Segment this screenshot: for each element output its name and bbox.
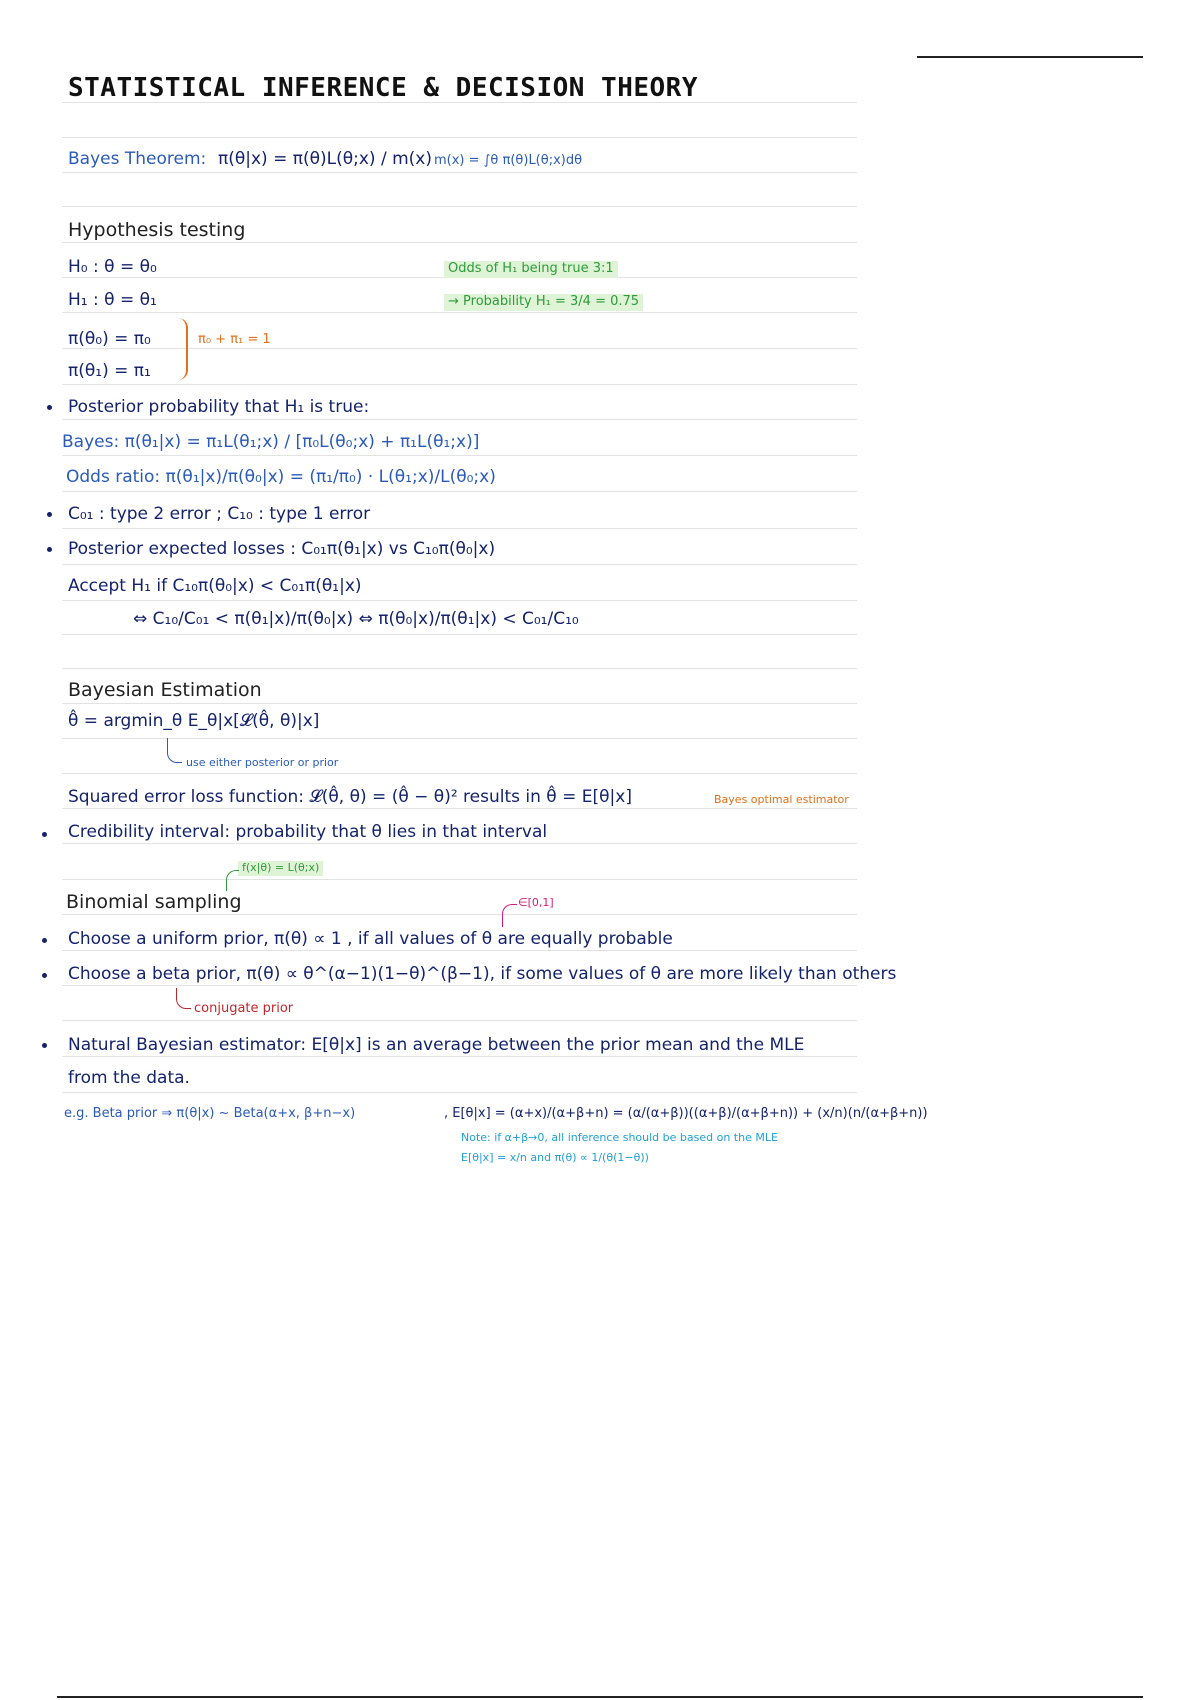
natural-estimator-line1: Natural Bayesian estimator: E[θ|x] is an average between the prior mean and the MLE: [68, 1035, 805, 1055]
annotation-arrow: [176, 988, 191, 1009]
ruled-line: [62, 668, 857, 669]
argmin-estimator: θ̂ = argmin_θ E_θ|x[𝓛(θ̂, θ)|x]: [68, 711, 320, 731]
prior-theta0: π(θ₀) = π₀: [68, 329, 151, 349]
probability-note: → Probability H₁ = 3/4 = 0.75: [444, 294, 643, 311]
error-costs: C₀₁ : type 2 error ; C₁₀ : type 1 error: [68, 504, 371, 524]
beta-prior: Choose a beta prior, π(θ) ∝ θ^(α−1)(1−θ)^(β−1), if some values of θ are more likely than others: [68, 964, 897, 984]
limit-result: E[θ|x] = x/n and π(θ) ∝ 1/(θ(1−θ)): [461, 1151, 649, 1164]
annotation-arrow: [226, 870, 239, 891]
alternative-hypothesis: H₁ : θ = θ₁: [68, 290, 157, 310]
acceptance-rule: Accept H₁ if C₁₀π(θ₀|x) < C₀₁π(θ₁|x): [68, 576, 362, 596]
beta-example: e.g. Beta prior ⇒ π(θ|x) ~ Beta(α+x, β+n−x): [64, 1106, 356, 1121]
ruled-line: [62, 419, 857, 420]
ruled-line: [62, 102, 857, 103]
brace-mark: [176, 318, 188, 380]
ruled-line: [62, 455, 857, 456]
ruled-line: [62, 312, 857, 313]
ruled-line: [62, 491, 857, 492]
natural-estimator-line2: from the data.: [68, 1068, 190, 1088]
ruled-line: [62, 808, 857, 809]
posterior-or-prior-note: use either posterior or prior: [186, 756, 339, 769]
squared-error-loss: Squared error loss function: 𝓛(θ̂, θ) = (θ̂ − θ)² results in θ̂ = E[θ|x]: [68, 787, 632, 807]
ruled-line: [62, 528, 857, 529]
ruled-line: [62, 1020, 857, 1021]
annotation-arrow: [167, 738, 182, 763]
odds-note: Odds of H₁ being true 3:1: [444, 261, 618, 278]
posterior-probability-text: Posterior probability that H₁ is true:: [68, 397, 370, 417]
ruled-line: [62, 985, 857, 986]
ruled-line: [62, 843, 857, 844]
hypothesis-heading: Hypothesis testing: [68, 219, 246, 241]
bullet: [47, 512, 52, 517]
bullet: [42, 938, 47, 943]
posterior-bayes-formula: Bayes: π(θ₁|x) = π₁L(θ₁;x) / [π₀L(θ₀;x) + π₁L(θ₁;x)]: [62, 432, 480, 452]
ruled-line: [62, 879, 857, 880]
ruled-line: [62, 950, 857, 951]
ruled-line: [62, 634, 857, 635]
ruled-line: [62, 242, 857, 243]
estimation-heading: Bayesian Estimation: [68, 679, 262, 701]
bayes-theorem-label: Bayes Theorem:: [68, 149, 207, 169]
ruled-line: [62, 773, 857, 774]
ruled-line: [62, 703, 857, 704]
mle-limit-note: Note: if α+β→0, all inference should be based on the MLE: [461, 1131, 778, 1144]
ruled-line: [62, 172, 857, 173]
binomial-heading: Binomial sampling: [66, 891, 242, 913]
page-title: STATISTICAL INFERENCE & DECISION THEORY: [68, 73, 698, 103]
marginal-likelihood: m(x) = ∫θ π(θ)L(θ;x)dθ: [434, 153, 583, 168]
prior-sum: π₀ + π₁ = 1: [198, 332, 271, 347]
bullet: [47, 547, 52, 552]
credibility-interval: Credibility interval: probability that θ lies in that interval: [68, 822, 548, 842]
likelihood-note: f(x|θ) = L(θ;x): [238, 861, 323, 876]
odds-ratio-formula: Odds ratio: π(θ₁|x)/π(θ₀|x) = (π₁/π₀) · L(θ₁;x)/L(θ₀;x): [66, 467, 496, 487]
bottom-rule: [57, 1696, 1143, 1698]
bayes-theorem-formula: π(θ|x) = π(θ)L(θ;x) / m(x): [218, 149, 432, 169]
interval-note: ∈[0,1]: [518, 896, 554, 909]
uniform-prior: Choose a uniform prior, π(θ) ∝ 1 , if all values of θ are equally probable: [68, 929, 673, 949]
conjugate-prior-note: conjugate prior: [194, 1001, 294, 1016]
posterior-mean-decomposition: , E[θ|x] = (α+x)/(α+β+n) = (α/(α+β))((α+β)/(α+β+n)) + (x/n)(n/(α+β+n)): [444, 1106, 928, 1121]
ruled-line: [62, 1092, 857, 1093]
ruled-line: [62, 1056, 857, 1057]
bullet: [47, 405, 52, 410]
ruled-line: [62, 384, 857, 385]
bullet: [42, 973, 47, 978]
annotation-arrow: [502, 904, 517, 927]
acceptance-equivalence: ⇔ C₁₀/C₀₁ < π(θ₁|x)/π(θ₀|x) ⇔ π(θ₀|x)/π(θ₁|x) < C₀₁/C₁₀: [133, 609, 579, 629]
bullet: [42, 832, 47, 837]
prior-theta1: π(θ₁) = π₁: [68, 361, 151, 381]
null-hypothesis: H₀ : θ = θ₀: [68, 257, 157, 277]
bayes-optimal-note: Bayes optimal estimator: [714, 793, 849, 806]
posterior-expected-losses: Posterior expected losses : C₀₁π(θ₁|x) vs C₁₀π(θ₀|x): [68, 539, 496, 559]
ruled-line: [62, 206, 857, 207]
ruled-line: [62, 137, 857, 138]
top-right-rule: [917, 56, 1143, 58]
ruled-line: [62, 914, 857, 915]
ruled-line: [62, 564, 857, 565]
bullet: [42, 1043, 47, 1048]
ruled-line: [62, 600, 857, 601]
